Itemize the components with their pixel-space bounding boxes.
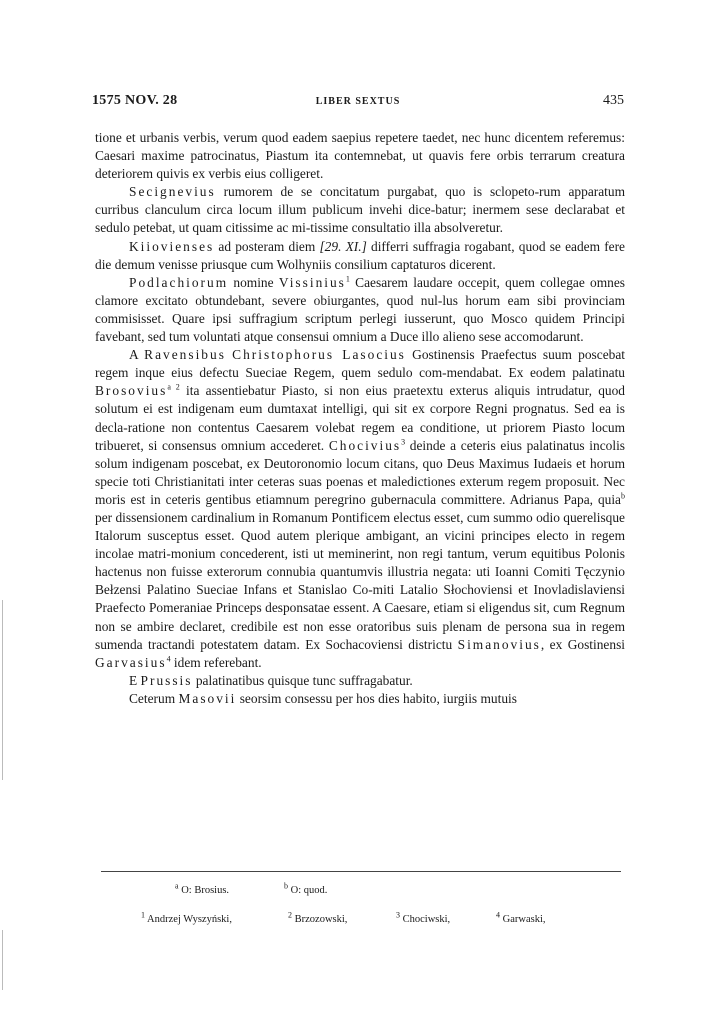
- footnote-b: [284, 881, 328, 896]
- paragraph-4: [95, 274, 625, 346]
- footnote-mark: b: [284, 881, 288, 891]
- text-run: ad posteram diem: [214, 238, 320, 254]
- footnote-ref: 1: [345, 274, 350, 284]
- spaced-name: Vissinius: [278, 274, 346, 290]
- footnote-mark: 4: [496, 910, 500, 920]
- scan-edge-mark: [2, 600, 3, 780]
- text-run: idem referebant.: [170, 654, 262, 670]
- spaced-name: Podlachiorum: [129, 274, 229, 290]
- paragraph-2-text: rumorem de se concitatum purgabat, quo is sclopeto-rum apparatum curribus clanculum circa locum illum publicum invehi dice-batur; inermem sese declarabat et sedulo petebat, ut quam citissime ac mi-tissime consultatio illa absolveretur.: [95, 184, 625, 236]
- footnote-mark: a: [175, 881, 179, 891]
- main-text: [95, 129, 625, 708]
- running-header: [92, 93, 624, 113]
- paragraph-6: [95, 672, 625, 690]
- text-run: A: [129, 347, 145, 363]
- spaced-name: Prussis: [140, 672, 193, 688]
- text-run: Caesarem laudare occepit, quem collegae omnes clamore excitato obtundebant, severe obiurgantes, quod nul-lus horum eam sibi provinciam commisisset. Quare ipsi suffragium scriptum perlegi iusserunt, quo Mosco quidem Principi favebant, sed tum voluntati atque consensui omnium a Duce illo alieno sese accomodarunt.: [95, 274, 625, 345]
- footnote-text: Chociwski,: [402, 914, 451, 925]
- footnotes-numbers: [0, 910, 720, 930]
- spaced-name: Masovii: [178, 690, 237, 706]
- paragraph-3: [95, 238, 625, 274]
- scan-edge-mark: [2, 930, 3, 990]
- paragraph-1: [95, 129, 625, 183]
- footnote-text: O: quod.: [290, 885, 328, 896]
- text-run: seorsim consessu per hos dies habito, iurgiis mutuis: [236, 690, 517, 706]
- text-run: E: [129, 672, 141, 688]
- spaced-name: Garvasius: [95, 654, 167, 670]
- text-run: ita assentiebatur Piasto, si non eius praetextu exterus aliquis intrudatur, quod solutum ei est indigenam eum dumtaxat intelligi, qui sit ex corpore Regni prognatus. Sed ea is decla-ratione non contentus Caesarem volebat regem ea conditione, ut priorem Piasto locum tribueret, si consensus omnium accederet.: [95, 383, 625, 453]
- header-title: LIBER SEXTUS: [315, 96, 401, 107]
- text-run: differri suffragia rogabant, quod se eadem fere die demum venisse priusque cum Wolhyniis consilium captaturos dicerent.: [95, 238, 625, 272]
- spaced-name: Secignevius: [129, 184, 216, 200]
- page-number: 435: [603, 93, 624, 108]
- footnote-ref: b: [621, 491, 625, 501]
- spaced-name: Kiiovienses: [129, 238, 215, 254]
- spaced-name: Chocivius: [328, 437, 402, 453]
- spaced-name: Simanovius: [457, 636, 541, 652]
- footnote-4: [496, 910, 546, 925]
- footnote-ref: a 2: [167, 382, 180, 392]
- text-run: per dissensionem cardinalium in Romanum Pontificem electus esset, cum summo odio querelisque Italorum susceptus esset. Quod autem plerique ambigant, an vicini principes electo in regem incolae matri-monium concederent, isti ut meminerint, non regi tantum, verum equitibus Polonis hactenus non fuisse exterorum connubia quantumvis illustria negata: uti Ioanni Comiti Tęczynio Bełzensi Palatino Sueciae Infans et Stanislao Co-miti Latalio Słochoviensi et Inovladislaviensi Praefecto Pomeraniae Princeps desponsatae essent. A Caesare, etiam si eligendus sit, cum Regnum non se ambire declaret, credibile est non esse oratoribus suis plenam de persona sua in regem sumenda tractandi potestatem datam. Ex Sochacoviensi districtu: [95, 509, 625, 652]
- footnote-mark: 1: [141, 910, 145, 920]
- spaced-name: Brosovius: [95, 383, 168, 399]
- footnote-text: Andrzej Wyszyński,: [147, 914, 232, 925]
- paragraph-2: [95, 183, 625, 237]
- footnote-3: [396, 910, 451, 925]
- text-run: Gostinensis Praefectus suum poscebat regem inque eius defectu Sueciae Regem, quem sedulo com-mendabat. Ex eodem palatinatu: [95, 347, 625, 381]
- spaced-name: Ravensibus: [144, 347, 226, 363]
- date-annotation: [29. XI.]: [319, 238, 367, 254]
- footnote-mark: 2: [288, 910, 292, 920]
- footnote-text: O: Brosius.: [181, 885, 230, 896]
- footnote-ref: 4: [166, 654, 171, 664]
- footnote-divider: [101, 871, 621, 872]
- text-run: palatinatibus quisque tunc suffragabatur.: [192, 672, 413, 688]
- footnote-text: Brzozowski,: [294, 914, 348, 925]
- paragraph-1-text: tione et urbanis verbis, verum quod eadem saepius repetere taedet, nec hunc dicentem referemus: Caesari maxime patrocinatus, Piastum ita contemnebat, ut quavis fere orbis terrarum creatura deteriorem quivis ex verbis eius colligeret.: [95, 130, 625, 182]
- footnote-text: Garwaski,: [502, 914, 546, 925]
- footnote-ref: 3: [401, 437, 406, 447]
- paragraph-7: [95, 690, 625, 708]
- text-run: deinde a ceteris eius palatinatus incolis solum indigenam poscebat, ex Deutoronomio locum citans, quo Deus Maximus Iudaeis et horum specie toti Christianitati inter ceteras suas poenas et maledictiones exterum regem proposuit. Nec moris est in ceteris gentibus etiamnum peregrino gubernacula committere. Adrianus Papa, quia: [95, 437, 625, 507]
- text-run: Ceterum: [129, 690, 179, 706]
- paragraph-5: [95, 346, 625, 672]
- header-date: 1575 NOV. 28: [92, 93, 178, 108]
- footnotes-letters: [0, 881, 720, 901]
- text-run: nomine: [228, 274, 279, 290]
- spaced-name: Christophorus Lasocius: [232, 347, 406, 363]
- footnote-a: [175, 881, 230, 896]
- text-run: , ex Gostinensi: [540, 636, 625, 652]
- footnote-1: [141, 910, 232, 925]
- footnote-2: [288, 910, 348, 925]
- footnote-mark: 3: [396, 910, 400, 920]
